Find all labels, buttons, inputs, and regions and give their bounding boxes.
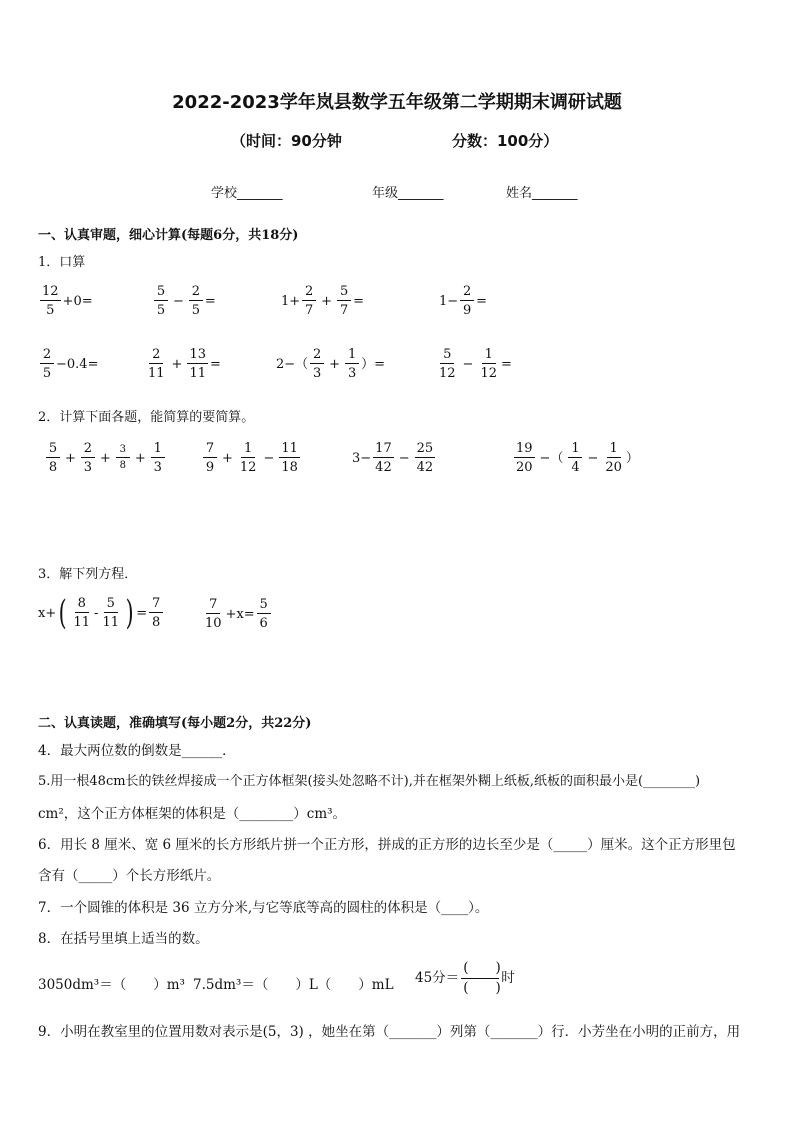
q1-item: 1− $\frac{2}{9}$ = bbox=[439, 284, 488, 318]
page-title: 2022-2023学年岚县数学五年级第二学期期末调研试题 bbox=[172, 92, 622, 113]
fraction: $\frac{7}{10}$ bbox=[205, 597, 222, 631]
q6-text-line1: 6．用长 8 厘米、宽 6 厘米的长方形纸片拼一个正方形，拼成的正方形的边长至少是（_____）厘米。这个正方形里包 bbox=[38, 837, 736, 853]
fraction: $\frac{1}{20}$ bbox=[605, 441, 622, 475]
fraction: $\frac{13}{11}$ bbox=[189, 347, 206, 381]
fraction: $\frac{2}{3}$ bbox=[81, 442, 95, 474]
fraction: $\frac{3}{8}$ bbox=[116, 445, 130, 471]
q9-text: 9．小明在教室里的位置用数对表示是(5，3) ，她坐在第（_______）列第（_______）行．小芳坐在小明的正前方，用 bbox=[38, 1024, 741, 1040]
q1-item: $\frac{2}{5}$ −0.4= bbox=[38, 348, 98, 380]
fraction: $\frac{1}{4}$ bbox=[568, 442, 582, 474]
fraction: $\frac{1}{3}$ bbox=[345, 348, 359, 380]
fraction: $\frac{2}{5}$ bbox=[40, 348, 54, 380]
fraction: $\frac{17}{42}$ bbox=[375, 441, 392, 475]
fraction: $\frac{2}{3}$ bbox=[310, 348, 324, 380]
q1-item: $\frac{12}{5}$ +0= bbox=[42, 284, 93, 318]
section1-title: 一、认真审题，细心计算(每题6分，共18分) bbox=[38, 228, 299, 243]
blank-fraction: $\frac{( )}{( )}$ bbox=[463, 960, 501, 996]
q5-text-line1: 5.用一根48cm长的铁丝焊接成一个正方体框架(接头处忽略不计),并在框架外糊上纸板,纸板的面积最小是(________) bbox=[38, 774, 701, 789]
q7-text: 7．一个圆锥的体积是 36 立方分米,与它等底等高的圆柱的体积是（____）。 bbox=[38, 900, 489, 916]
fraction: $\frac{2}{5}$ bbox=[189, 285, 203, 317]
fraction: $\frac{5}{12}$ bbox=[439, 347, 456, 381]
q1-item: $\frac{5}{5}$ − $\frac{2}{5}$ = bbox=[152, 285, 216, 317]
fraction: $\frac{2}{7}$ bbox=[302, 285, 316, 317]
q2-expr-4: $\frac{19}{20}$ −（ $\frac{1}{4}$ − $\frac{1}{20}$ ） bbox=[516, 441, 639, 475]
grade-field: 年级_______ bbox=[372, 186, 444, 201]
q8-part1: 3050dm³＝（ ）m³ bbox=[38, 977, 185, 993]
fraction: $\frac{5}{8}$ bbox=[46, 442, 60, 474]
q4-text: 4．最大两位数的倒数是______． bbox=[38, 743, 236, 759]
fraction: $\frac{1}{12}$ bbox=[239, 441, 257, 475]
fraction: $\frac{5}{7}$ bbox=[337, 285, 351, 317]
fraction: $\frac{5}{5}$ bbox=[154, 285, 168, 317]
q3-equation-2: $\frac{7}{10}$ +x= $\frac{5}{6}$ bbox=[201, 598, 273, 630]
name-field: 姓名_______ bbox=[506, 186, 578, 201]
q2-expr-3: 3− $\frac{17}{42}$ − $\frac{25}{42}$ bbox=[352, 441, 434, 475]
q1-item: $\frac{2}{11}$ + $\frac{13}{11}$ = bbox=[148, 347, 221, 381]
time-label: （时间：90分钟 bbox=[231, 132, 342, 150]
fraction: $\frac{25}{42}$ bbox=[416, 441, 434, 475]
fraction: $\frac{5}{6}$ bbox=[257, 598, 271, 630]
q8-part3: 45分＝ $\frac{( )}{( )}$ 时 bbox=[415, 960, 515, 996]
score-label: 分数：100分） bbox=[452, 132, 559, 150]
fraction: $\frac{7}{9}$ bbox=[203, 442, 217, 474]
fraction: $\frac{1}{12}$ bbox=[480, 347, 497, 381]
q8-text: 8．在括号里填上适当的数。 bbox=[38, 931, 209, 947]
q1-item: 2−（ $\frac{2}{3}$ + $\frac{1}{3}$ ）= bbox=[276, 347, 385, 381]
fraction: $\frac{1}{3}$ bbox=[151, 442, 165, 474]
fraction: $\frac{7}{8}$ bbox=[149, 597, 163, 629]
section2-title: 二、认真读题，准确填写(每小题2分，共22分) bbox=[38, 716, 312, 731]
fraction: $\frac{19}{20}$ bbox=[516, 441, 533, 475]
q1-item: 1+ $\frac{2}{7}$ + $\frac{5}{7}$ = bbox=[281, 284, 364, 318]
q2-expr-1: $\frac{5}{8}$ + $\frac{2}{3}$ + $\frac{3}{8}$ + $\frac{1}{3}$ bbox=[44, 442, 167, 474]
q8-part2: 7.5dm³＝（ ）L（ ）mL bbox=[193, 977, 394, 993]
fraction: $\frac{5}{11}$ bbox=[102, 596, 119, 630]
fraction: $\frac{8}{11}$ bbox=[73, 596, 91, 630]
fraction: $\frac{2}{9}$ bbox=[460, 285, 474, 317]
q2-label: 2．计算下面各题，能简算的要简算。 bbox=[38, 410, 255, 425]
q5-text-line2: cm²，这个正方体框架的体积是（________）cm³。 bbox=[38, 806, 347, 822]
fraction: $\frac{11}{18}$ bbox=[281, 441, 298, 475]
q1-label: 1．口算 bbox=[38, 255, 86, 270]
school-field: 学校_______ bbox=[211, 186, 283, 201]
q3-label: 3．解下列方程． bbox=[38, 567, 138, 582]
fraction: $\frac{2}{11}$ bbox=[148, 347, 165, 381]
q2-expr-2: $\frac{7}{9}$ + $\frac{1}{12}$ − $\frac{11}{18}$ bbox=[201, 442, 302, 474]
q1-item: $\frac{5}{12}$ − $\frac{1}{12}$ = bbox=[439, 347, 512, 381]
q3-equation-1: x+ ( $\frac{8}{11}$ - $\frac{5}{11}$ ) = $\frac{7}{8}$ bbox=[38, 596, 165, 630]
fraction: $\frac{12}{5}$ bbox=[42, 284, 59, 318]
q6-text-line2: 含有（_____）个长方形纸片。 bbox=[38, 868, 221, 884]
